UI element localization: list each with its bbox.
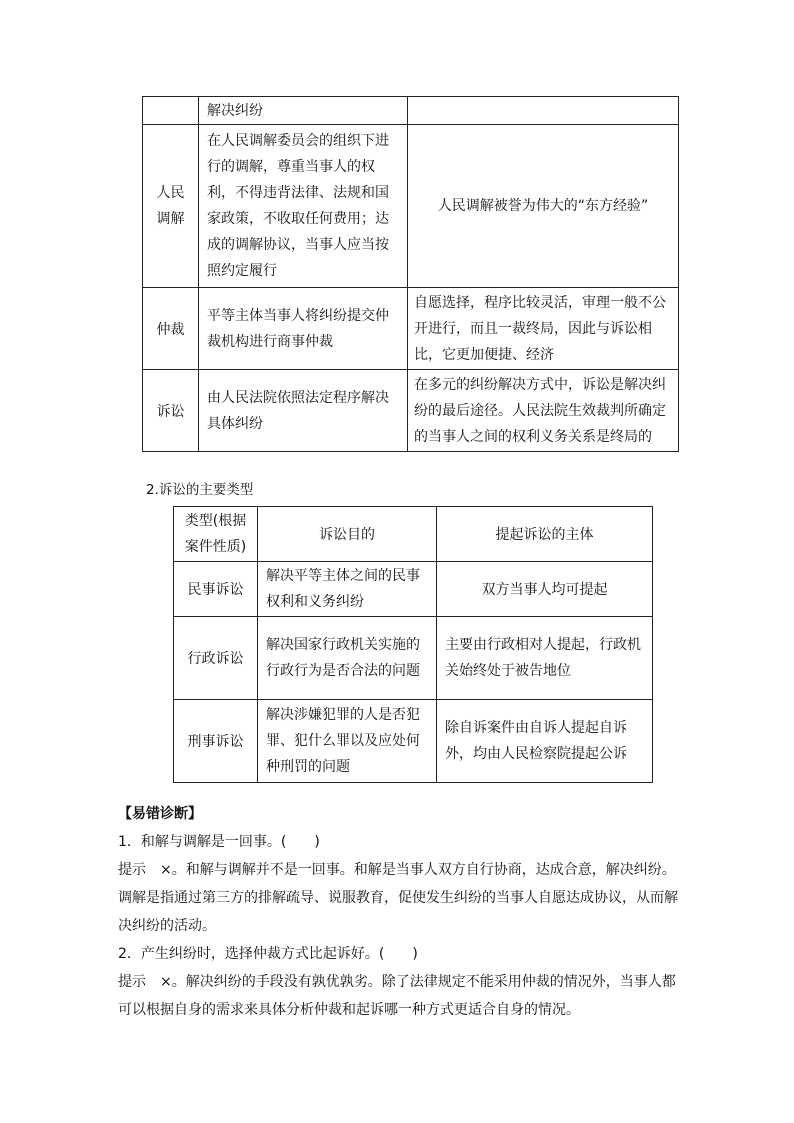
- litigation-types-table: [173, 506, 653, 783]
- section-title: 2.诉讼的主要类型: [146, 482, 254, 498]
- answer-1-line-2: 调解是指通过第三方的排解疏导、说服教育，促使发生纠纷的当事人自愿达成协议，从而解: [118, 890, 678, 906]
- table-cell: 双方当事人均可提起: [437, 562, 653, 617]
- column-header: 提起诉讼的主体: [437, 507, 653, 562]
- question-2: 2．产生纠纷时，选择仲裁方式比起诉好。( ): [118, 946, 418, 962]
- table-cell: [143, 97, 199, 125]
- answer-2-line-1: 提示 ×。解决纠纷的手段没有孰优孰劣。除了法律规定不能采用仲裁的情况外，当事人都: [118, 974, 676, 990]
- table-row: [174, 617, 653, 700]
- row-label: 诉讼: [143, 370, 199, 452]
- table-cell: 主要由行政相对人提起，行政机关始终处于被告地位: [437, 617, 653, 700]
- answer-1-line-3: 决纠纷的活动。: [118, 918, 216, 934]
- table-cell: [408, 97, 679, 125]
- table-row: [174, 562, 653, 617]
- table-cell: 解决涉嫌犯罪的人是否犯罪、犯什么罪以及应处何种刑罚的问题: [258, 700, 437, 783]
- row-label: 民事诉讼: [174, 562, 258, 617]
- table-cell: 解决纠纷: [199, 97, 408, 125]
- row-label-text: 人民调解: [156, 185, 185, 227]
- section-heading: 【易错诊断】: [118, 806, 202, 822]
- table-cell: 平等主体当事人将纠纷提交仲裁机构进行商事仲裁: [199, 288, 408, 370]
- table-cell: 由人民法院依照法定程序解决具体纠纷: [199, 370, 408, 452]
- question-1: 1．和解与调解是一回事。( ): [118, 834, 320, 850]
- table-row: [143, 370, 679, 452]
- table-header-row: [174, 507, 653, 562]
- table-row: [143, 125, 679, 288]
- table-cell: 除自诉案件由自诉人提起自诉外，均由人民检察院提起公诉: [437, 700, 653, 783]
- column-header: [174, 507, 258, 562]
- row-label: 仲裁: [143, 288, 199, 370]
- error-diagnosis-section: [118, 800, 688, 1024]
- answer-1-line-1: 提示 ×。和解与调解并不是一回事。和解是当事人双方自行协商，达成合意，解决纠纷。: [118, 862, 676, 878]
- row-label: 行政诉讼: [174, 617, 258, 700]
- dispute-resolution-table: [142, 96, 679, 452]
- table-cell: 在多元的纠纷解决方式中，诉讼是解决纠纷的最后途径。人民法院生效裁判所确定的当事人之间的权利义务关系是终局的: [408, 370, 679, 452]
- row-label: 刑事诉讼: [174, 700, 258, 783]
- table-row: [143, 97, 679, 125]
- table-cell: 解决平等主体之间的民事权利和义务纠纷: [258, 562, 437, 617]
- table-cell: 在人民调解委员会的组织下进行的调解，尊重当事人的权利，不得违背法律、法规和国家政策，不收取任何费用；达成的调解协议，当事人应当按照约定履行: [199, 125, 408, 288]
- row-label: [143, 125, 199, 288]
- column-header: 诉讼目的: [258, 507, 437, 562]
- table-cell: 自愿选择，程序比较灵活，审理一般不公开进行，而且一裁终局，因此与诉讼相比，它更加便捷、经济: [408, 288, 679, 370]
- table-cell: 解决国家行政机关实施的行政行为是否合法的问题: [258, 617, 437, 700]
- answer-2-line-2: 可以根据自身的需求来具体分析仲裁和起诉哪一种方式更适合自身的情况。: [118, 1002, 580, 1018]
- table-cell: 人民调解被誉为伟大的“东方经验”: [408, 125, 679, 288]
- table-row: [174, 700, 653, 783]
- table-row: [143, 288, 679, 370]
- column-header-text: 类型(根据案件性质): [184, 513, 247, 555]
